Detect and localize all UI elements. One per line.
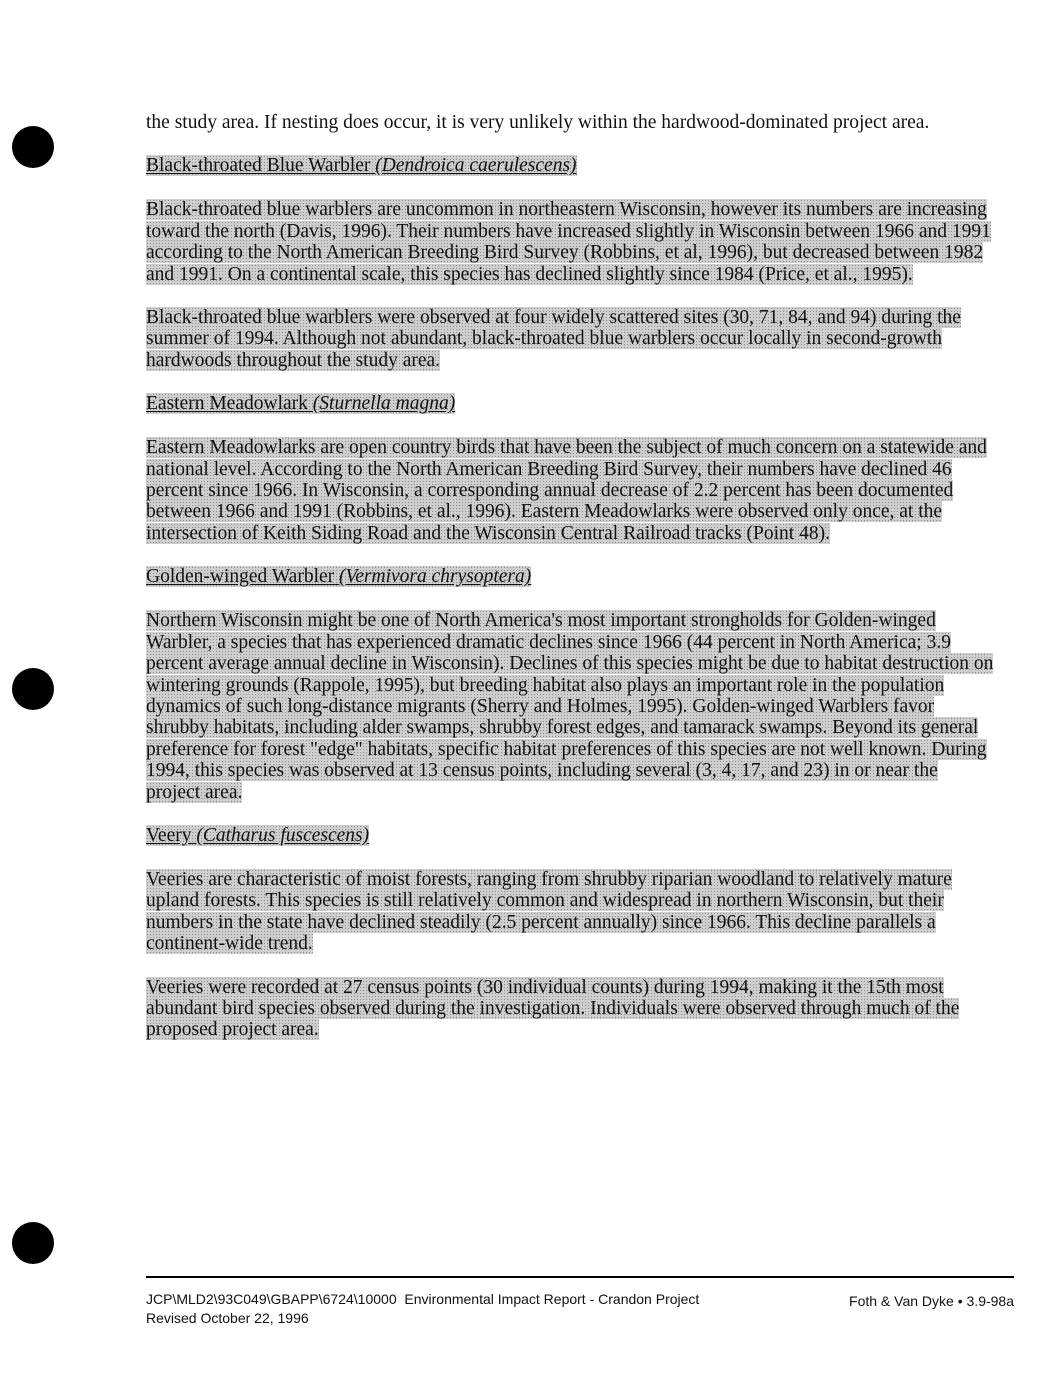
section-paragraph	[146, 869, 996, 955]
section-paragraph	[146, 199, 996, 285]
highlighted-text: Northern Wisconsin might be one of North America's most important strongholds for Golden-winged Warbler, a species that has experienced dramatic declines since 1966 (44 percent in North America; 3.9 percent average annual decline in Wisconsin). Declines of this species might be due to habitat destruction on wintering grounds (Rappole, 1995), but breeding habitat also plays an important role in the population dynamics of such long-distance migrants (Sherry and Holmes, 1995). Golden-winged Warblers favor shrubby habitats, including alder swamps, shrubby forest edges, and tamarack swamps. Beyond its general preference for forest "edge" habitats, specific habitat preferences of this species are not well known. During 1994, this species was observed at 13 census points, including several (3, 4, 17, and 23) in or near the project area.	[146, 610, 994, 803]
highlighted-text: Black-throated blue warblers were observed at four widely scattered sites (30, 71, 84, and 94) during the summer of 1994. Although not abundant, black-throated blue warblers occur locally in second-growth hardwoods throughout the study area.	[146, 307, 961, 371]
footer-file-path: JCP\MLD2\93C049\GBAPP\6724\10000	[146, 1291, 397, 1307]
footer-report-title: Environmental Impact Report - Crandon Project	[404, 1291, 700, 1307]
section-paragraph	[146, 610, 996, 803]
binder-hole-middle	[12, 668, 54, 710]
highlighted-text: Veeries are characteristic of moist forests, ranging from shrubby riparian woodland to relatively mature upland forests. This species is still relatively common and widespread in northern Wisconsin, but their numbers in the state have declined steadily (2.5 percent annually) since 1966. This decline parallels a continent-wide trend.	[146, 868, 952, 955]
highlighted-text: Veeries were recorded at 27 census points (30 individual counts) during 1994, making it the 15th most abundant bird species observed during the investigation. Individuals were observed through much of the proposed project area.	[146, 976, 960, 1041]
document-body	[146, 112, 996, 1041]
highlighted-text: Black-throated blue warblers are uncommon in northeastern Wisconsin, however its numbers are increasing toward the north (Davis, 1996). Their numbers have increased slightly in Wisconsin between 1966 and 1991 according to the North American Breeding Bird Survey (Robbins, et al, 1996), but decreased between 1982 and 1991. On a continental scale, this species has declined slightly since 1984 (Price, et al., 1995).	[146, 199, 991, 285]
section-paragraph	[146, 977, 996, 1041]
heading-common-name: Black-throated Blue Warbler	[146, 155, 371, 177]
footer-page-number: 3.9-98a	[966, 1293, 1014, 1309]
footer-revised-date: Revised October 22, 1996	[146, 1310, 309, 1326]
intro-text: the study area. If nesting does occur, it is very unlikely within the hardwood-dominated project area.	[146, 112, 930, 133]
section-paragraph	[146, 437, 996, 544]
footer-company: Foth & Van Dyke	[849, 1293, 954, 1309]
footer-left	[146, 1290, 699, 1328]
section-paragraph	[146, 307, 996, 371]
section-heading-black-throated-blue-warbler	[146, 155, 996, 177]
intro-paragraph	[146, 112, 996, 133]
heading-common-name: Veery	[146, 824, 192, 846]
binder-hole-top	[12, 126, 54, 168]
binder-hole-bottom	[12, 1222, 54, 1264]
heading-scientific-name: (Catharus fuscescens)	[196, 824, 370, 846]
heading-scientific-name: (Sturnella magna)	[312, 393, 456, 415]
section-heading-golden-winged-warbler	[146, 566, 996, 588]
heading-scientific-name: (Vermivora chrysoptera)	[339, 566, 532, 588]
footer-line-1	[146, 1290, 699, 1309]
footer-bullet: •	[957, 1293, 963, 1309]
heading-scientific-name: (Dendroica caerulescens)	[375, 155, 577, 177]
heading-common-name: Eastern Meadowlark	[146, 393, 308, 415]
footer-right	[849, 1292, 1014, 1311]
section-heading-eastern-meadowlark	[146, 393, 996, 415]
section-heading-veery	[146, 825, 996, 847]
heading-common-name: Golden-winged Warbler	[146, 566, 335, 588]
footer-rule	[146, 1276, 1014, 1278]
highlighted-text: Eastern Meadowlarks are open country birds that have been the subject of much concern on a statewide and national level. According to the North American Breeding Bird Survey, their numbers have declined 46 percent since 1966. In Wisconsin, a corresponding annual decrease of 2.2 percent has been documented between 1966 and 1991 (Robbins, et al., 1996). Eastern Meadowlarks were observed only once, at the intersection of Keith Siding Road and the Wisconsin Central Railroad tracks (Point 48).	[146, 437, 987, 544]
